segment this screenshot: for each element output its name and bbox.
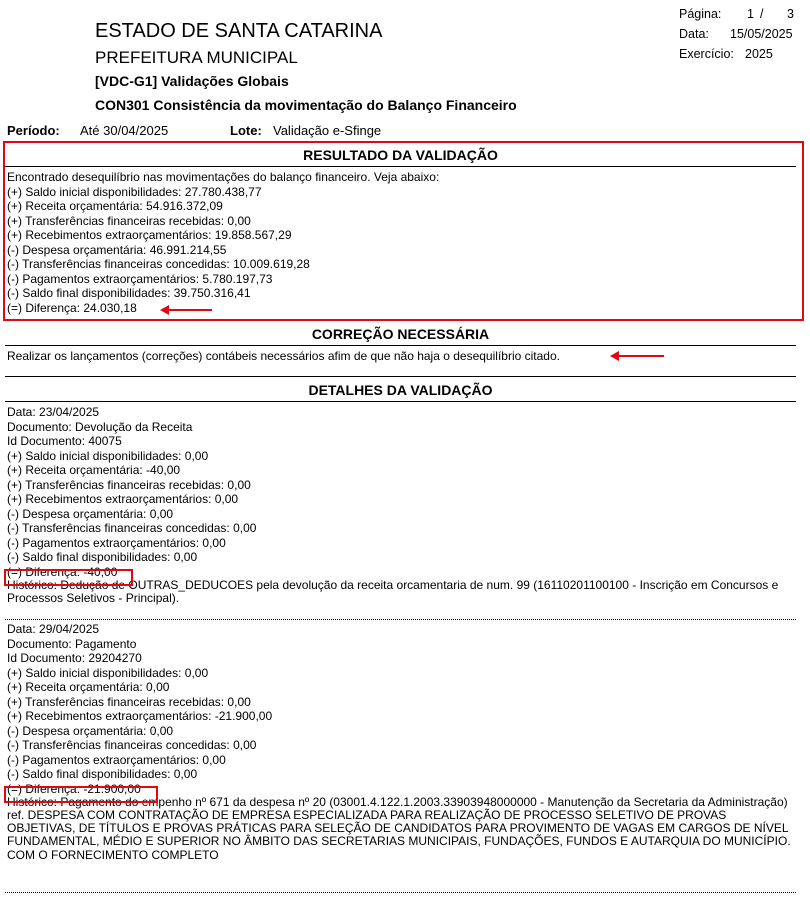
- diferenca-highlight-box: [4, 786, 158, 803]
- detalhe-item-2: [7, 622, 797, 863]
- detalhe-separator: [5, 619, 796, 620]
- exercicio-value: 2025: [745, 47, 773, 61]
- detalhe-line: Data: 29/04/2025: [7, 622, 100, 636]
- validacao-title: [VDC-G1] Validações Globais: [95, 73, 289, 89]
- resultado-divider: [5, 166, 796, 167]
- data-value: 15/05/2025: [730, 27, 793, 41]
- detalhe-diferenca: (=) Diferença: -40,00: [7, 564, 118, 579]
- resultado-line: (-) Saldo final disponibilidades: 39.750.316,41: [7, 286, 251, 300]
- detalhe-line: Id Documento: 40075: [7, 434, 122, 448]
- data-label: Data:: [679, 27, 709, 41]
- exercicio-label: Exercício:: [679, 47, 734, 61]
- pagina-total: 3: [787, 7, 794, 21]
- resultado-line: (-) Transferências financeiras concedidas: 10.009.619,28: [7, 257, 310, 271]
- periodo-value: Até 30/04/2025: [80, 123, 169, 138]
- pagina-atual: 1: [747, 7, 754, 21]
- estado-title: ESTADO DE SANTA CATARINA: [95, 20, 383, 42]
- resultado-line: (-) Despesa orçamentária: 46.991.214,55: [7, 242, 227, 257]
- periodo-label: Período:: [7, 123, 60, 138]
- resultado-line: (+) Transferências financeiras recebidas: 0,00: [7, 213, 251, 228]
- detalhe-historico: Histórico: Dedução de OUTRAS_DEDUCOES pela devolução da receita orcamentaria de num. 99 (16110201100100 - Inscrição em Concursos e Processos Seletivos - Principal).: [7, 578, 779, 605]
- resultado-line: (+) Saldo inicial disponibilidades: 27.780.438,77: [7, 184, 262, 199]
- detalhe-line: (-) Transferências financeiras concedidas: 0,00: [7, 521, 257, 535]
- detalhe-line: (+) Recebimentos extraorçamentários: 0,00: [7, 492, 239, 506]
- detalhe-line: (-) Despesa orçamentária: 0,00: [7, 506, 174, 521]
- prefeitura-title: PREFEITURA MUNICIPAL: [95, 48, 298, 67]
- resultado-line: Encontrado desequilíbrio nas movimentações do balanço financeiro. Veja abaixo:: [7, 170, 440, 184]
- resultado-line: (+) Recebimentos extraorçamentários: 19.858.567,29: [7, 228, 292, 242]
- detalhe-line: (+) Receita orçamentária: -40,00: [7, 463, 181, 477]
- resultado-title: RESULTADO DA VALIDAÇÃO: [303, 147, 498, 163]
- detalhe-line: (-) Despesa orçamentária: 0,00: [7, 723, 174, 738]
- resultado-diferenca: (=) Diferença: 24.030,18: [7, 300, 137, 315]
- detalhe-line: (+) Receita orçamentária: 0,00: [7, 680, 170, 694]
- arrow-left-icon: [618, 355, 664, 357]
- detalhe-line: Data: 23/04/2025: [7, 405, 100, 419]
- detalhe-line: (+) Transferências financeiras recebidas: 0,00: [7, 694, 251, 709]
- detalhe-line: Documento: Pagamento: [7, 636, 137, 651]
- detalhe-line: (-) Pagamentos extraorçamentários: 0,00: [7, 535, 226, 550]
- pagina-sep: /: [760, 7, 764, 21]
- detalhe-line: (+) Saldo inicial disponibilidades: 0,00: [7, 448, 209, 463]
- detalhe-line: (-) Pagamentos extraorçamentários: 0,00: [7, 752, 226, 767]
- correcao-text: Realizar os lançamentos (correções) contábeis necessários afim de que não haja o desequilíbrio citado.: [7, 349, 560, 363]
- detalhe-line: (-) Transferências financeiras concedidas: 0,00: [7, 738, 257, 752]
- lote-value: Validação e-Sfinge: [273, 123, 382, 138]
- resultado-lines: [7, 170, 439, 315]
- consistencia-title: CON301 Consistência da movimentação do Balanço Financeiro: [95, 97, 517, 113]
- detalhe-diferenca: (=) Diferença: -21.900,00: [7, 781, 141, 796]
- detalhe-historico-extra: COM O FORNECIMENTO COMPLETO: [7, 848, 219, 862]
- detalhe-line: Id Documento: 29204270: [7, 651, 142, 665]
- correcao-title: CORREÇÃO NECESSÁRIA: [311, 326, 490, 342]
- detalhes-divider: [5, 401, 796, 402]
- resultado-line: (-) Pagamentos extraorçamentários: 5.780.197,73: [7, 271, 273, 286]
- lote-label: Lote:: [230, 123, 262, 138]
- detalhe-line: (+) Recebimentos extraorçamentários: -21.900,00: [7, 709, 273, 723]
- detalhes-top-divider: [5, 376, 796, 377]
- detalhe-line: (+) Saldo inicial disponibilidades: 0,00: [7, 665, 209, 680]
- detalhe-separator: [5, 892, 796, 893]
- detalhe-line: (+) Transferências financeiras recebidas: 0,00: [7, 477, 251, 492]
- diferenca-highlight-box: [4, 569, 133, 586]
- pagina-label: Página:: [679, 7, 722, 21]
- correcao-divider: [5, 345, 796, 346]
- detalhe-line: (-) Saldo final disponibilidades: 0,00: [7, 767, 198, 781]
- resultado-line: (+) Receita orçamentária: 54.916.372,09: [7, 199, 223, 213]
- detalhe-line: Documento: Devolução da Receita: [7, 419, 193, 434]
- detalhes-title: DETALHES DA VALIDAÇÃO: [308, 382, 493, 398]
- detalhe-line: (-) Saldo final disponibilidades: 0,00: [7, 550, 198, 564]
- arrow-left-icon: [168, 309, 212, 311]
- detalhe-historico: Histórico: Pagamento do empenho nº 671 da despesa nº 20 (03001.4.122.1.2003.33903948000000 - Manutenção da Secretaria da Administração) ref. DESPESA COM CONTRATAÇÃO DE EMPRESA ESPECIALIZADA PARA REALIZAÇÃO DE PROCESSO SELETIVO DE PROVAS OBJETIVAS, DE TÍTULOS E PROVAS PRÁTICAS PARA SELEÇÃO DE CANDIDATOS PARA PROVIMENTO DE VAGAS EM CARGOS DE NÍVEL FUNDAMENTAL, MÉDIO E SUPERIOR NO ÂMBITO DAS SECRETARIAS MUNICIPAIS, FUNDAÇÕES, FUNDOS E AUTARQUIA DO MUNICÍPIO.: [7, 795, 791, 848]
